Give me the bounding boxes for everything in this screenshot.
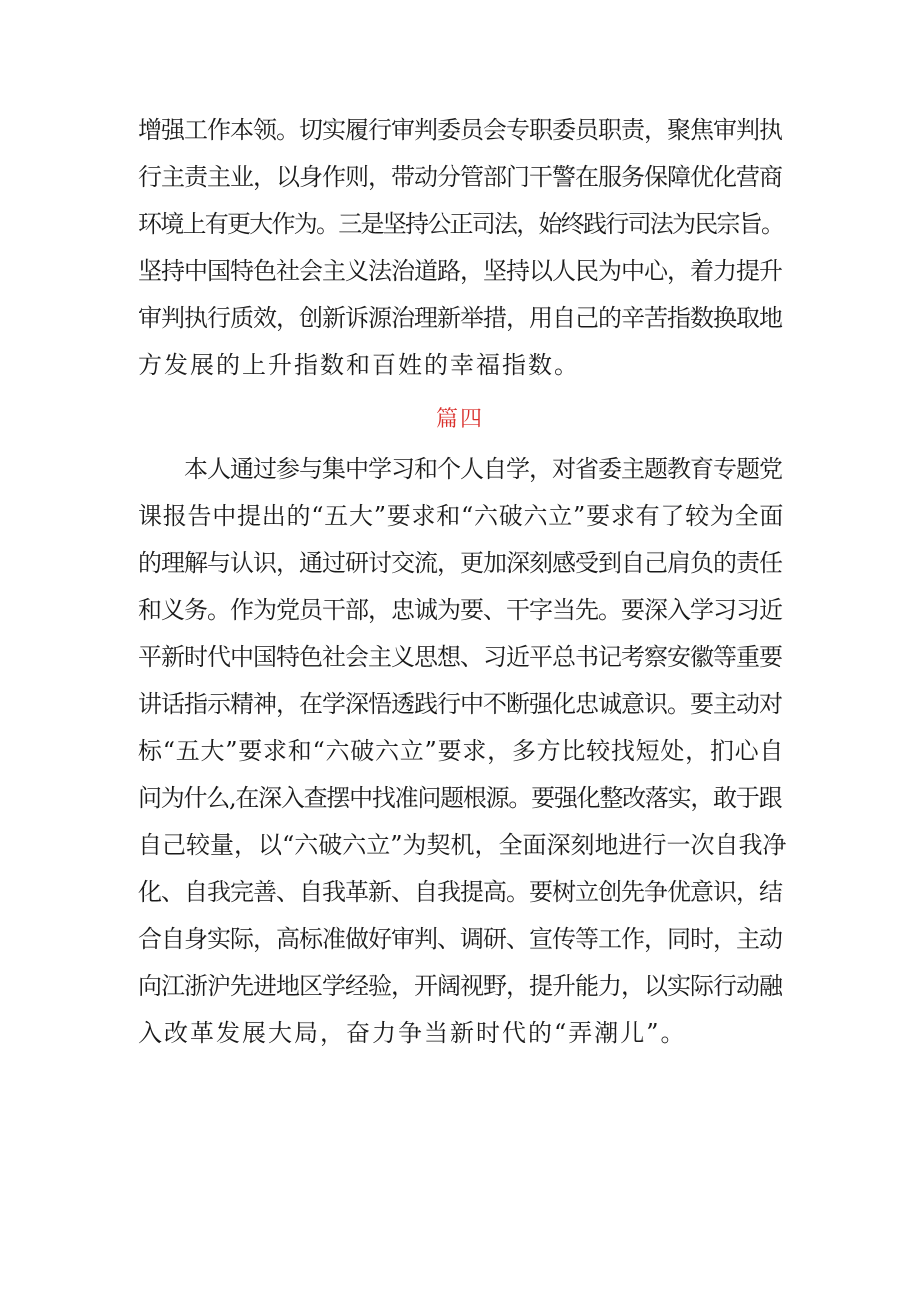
text-line: 坚持中国特色社会主义法治道路，坚持以人民为中心，着力提升 (138, 257, 782, 285)
text-line-indented: 本人通过参与集中学习和个人自学，对省委主题教育专题党 (184, 455, 782, 483)
text-line: 讲话指示精神，在学深悟透践行中不断强化忠诚意识。要主动对 (138, 690, 782, 718)
text-line: 自己较量，以“六破六立”为契机，全面深刻地进行一次自我净 (138, 831, 787, 859)
section-heading: 篇四 (435, 407, 484, 432)
text-line: 入改革发展大局，奋力争当新时代的“弄潮儿”。 (138, 1019, 687, 1047)
text-line: 行主责主业，以身作则，带动分管部门干警在服务保障优化营商 (138, 163, 782, 191)
text-line: 的理解与认识，通过研讨交流，更加深刻感受到自己肩负的责任 (138, 549, 782, 577)
text-line: 向江浙沪先进地区学经验，开阔视野，提升能力，以实际行动融 (138, 972, 782, 1000)
text-line: 平新时代中国特色社会主义思想、习近平总书记考察安徽等重要 (138, 643, 782, 671)
text-line: 审判执行质效，创新诉源治理新举措，用自己的辛苦指数换取地 (138, 304, 782, 332)
text-line: 和义务。作为党员干部，忠诚为要、干字当先。要深入学习习近 (138, 596, 782, 624)
text-line: 合自身实际，高标准做好审判、调研、宣传等工作，同时，主动 (138, 925, 782, 953)
text-line: 问为什么,在深入查摆中找准问题根源。要强化整改落实，敢于跟 (138, 784, 782, 812)
text-line: 环境上有更大作为。三是坚持公正司法，始终践行司法为民宗旨。 (138, 210, 784, 238)
text-line: 标“五大”要求和“六破六立”要求，多方比较找短处，扪心自 (138, 737, 785, 765)
text-line: 方发展的上升指数和百姓的幸福指数。 (138, 351, 580, 379)
text-line: 化、自我完善、自我革新、自我提高。要树立创先争优意识，结 (138, 878, 782, 906)
text-line: 课报告中提出的“五大”要求和“六破六立”要求有了较为全面 (138, 502, 785, 530)
text-line: 增强工作本领。切实履行审判委员会专职委员职责，聚焦审判执 (138, 116, 782, 144)
